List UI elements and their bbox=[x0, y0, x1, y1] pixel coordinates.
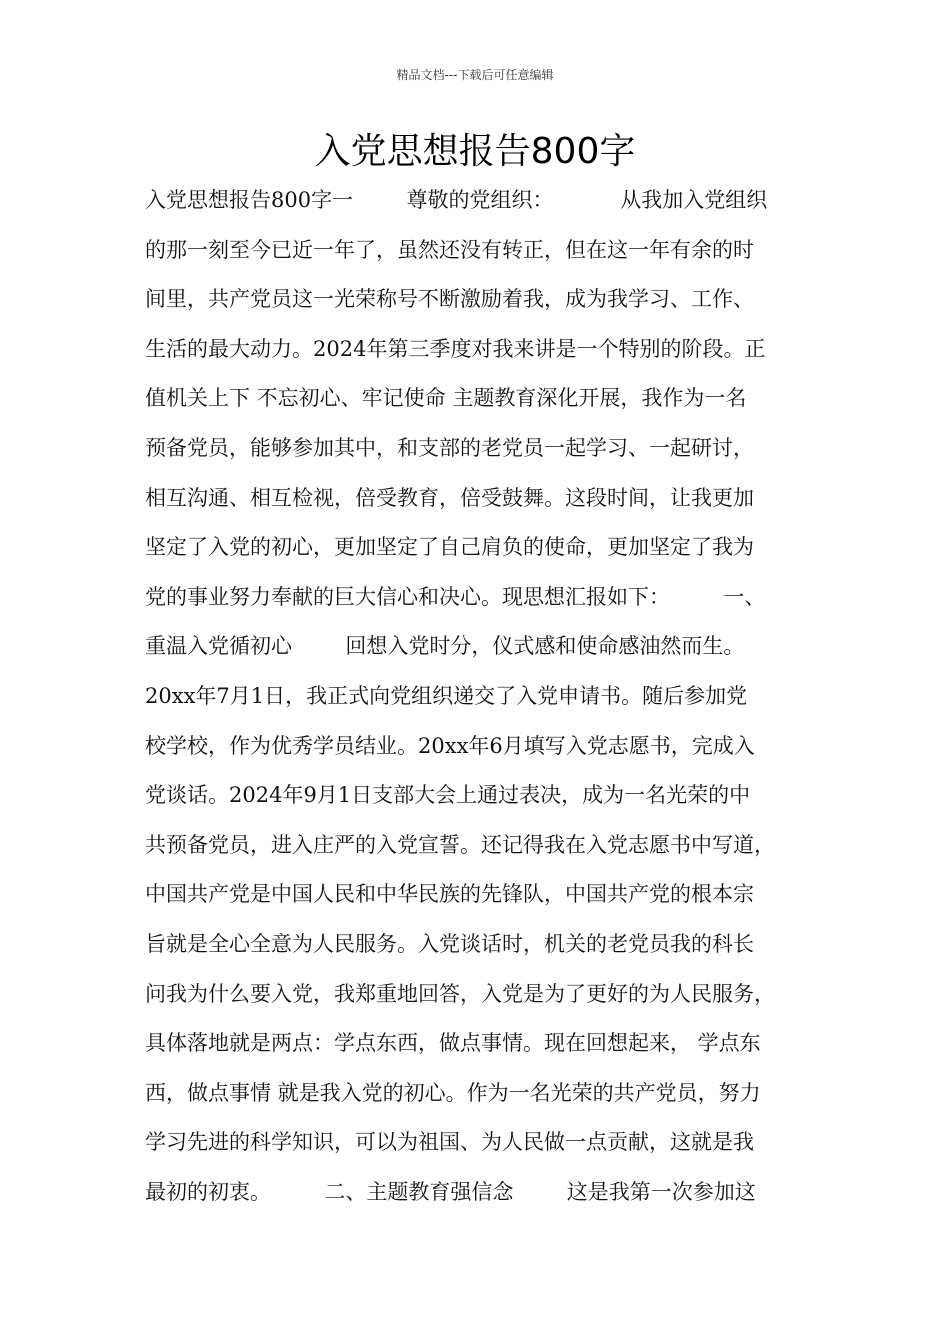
paragraph-line: 问我为什么要入党，我郑重地回答，入党是为了更好的为人民服务， bbox=[145, 981, 775, 1006]
paragraph-line: 生活的最大动力。2024年第三季度对我来讲是一个特别的阶段。正 bbox=[145, 336, 766, 361]
document-body bbox=[145, 180, 835, 1221]
paragraph-line: 坚定了入党的初心，更加坚定了自己肩负的使命，更加坚定了我为 bbox=[145, 535, 754, 560]
paragraph-line: 具体落地就是两点：学点东西，做点事情。现在回想起来， 学点东 bbox=[145, 1031, 761, 1056]
paragraph-line: 的那一刻至今已近一年了，虽然还没有转正，但在这一年有余的时 bbox=[145, 237, 754, 262]
page-header-watermark: 精品文档---下载后可任意编辑 bbox=[396, 68, 554, 82]
paragraph-line: 相互沟通、相互检视，倍受教育，倍受鼓舞。这段时间，让我更加 bbox=[145, 485, 754, 510]
paragraph-line: 最初的初衷。 二、主题教育强信念 这是我第一次参加这 bbox=[145, 1179, 756, 1204]
paragraph-line: 党谈话。2024年9月1日支部大会上通过表决，成为一名光荣的中 bbox=[145, 783, 751, 808]
document-title: 入党思想报告800字 bbox=[314, 131, 636, 172]
paragraph-line: 党的事业努力奉献的巨大信心和决心。现思想汇报如下： 一、 bbox=[145, 584, 766, 609]
paragraph-line: 重温入党循初心 回想入党时分，仪式感和使命感油然而生。 bbox=[145, 634, 745, 659]
paragraph-line: 学习先进的科学知识，可以为祖国、为人民做一点贡献，这就是我 bbox=[145, 1130, 754, 1155]
paragraph-line: 校学校，作为优秀学员结业。20xx年6月填写入党志愿书，完成入 bbox=[145, 733, 755, 758]
paragraph-line: 预备党员，能够参加其中，和支部的老党员一起学习、一起研讨， bbox=[145, 435, 754, 460]
paragraph-line: 共预备党员，进入庄严的入党宣誓。还记得我在入党志愿书中写道， bbox=[145, 832, 775, 857]
paragraph-line: 中国共产党是中国人民和中华民族的先锋队，中国共产党的根本宗 bbox=[145, 882, 754, 907]
paragraph-line: 间里，共产党员这一光荣称号不断激励着我，成为我学习、工作、 bbox=[145, 287, 754, 312]
paragraph-line: 值机关上下 不忘初心、牢记使命 主题教育深化开展，我作为一名 bbox=[145, 386, 747, 411]
paragraph-line: 入党思想报告800字一 尊敬的党组织： 从我加入党组织 bbox=[145, 188, 768, 212]
paragraph-line: 西，做点事情 就是我入党的初心。作为一名光荣的共产党员，努力 bbox=[145, 1080, 761, 1105]
paragraph-line: 旨就是全心全意为人民服务。入党谈话时，机关的老党员我的科长 bbox=[145, 931, 754, 956]
paragraph-line: 20xx年7月1日，我正式向党组织递交了入党申请书。随后参加党 bbox=[145, 683, 748, 708]
